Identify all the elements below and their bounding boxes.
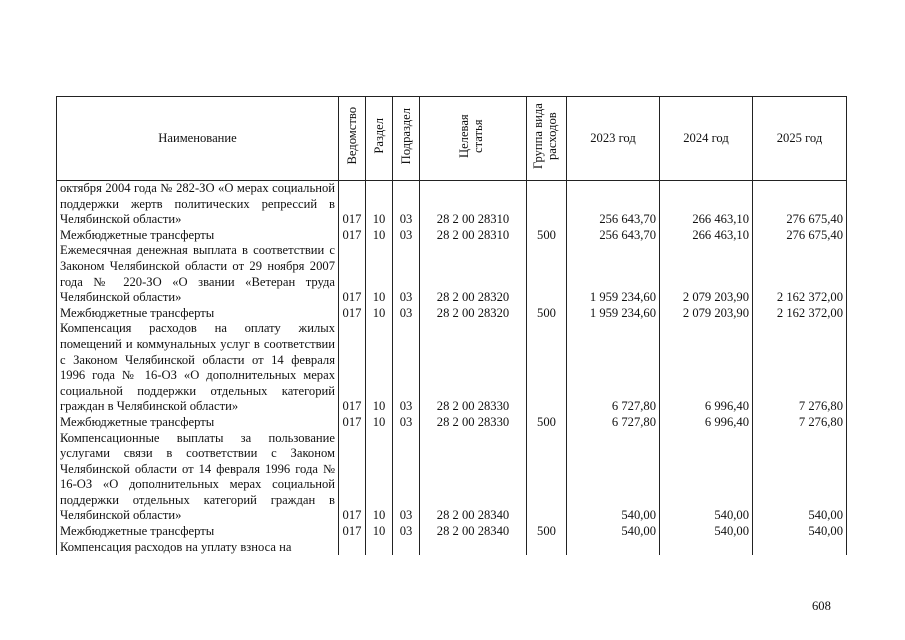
header-2025: 2025 год — [753, 97, 847, 181]
row-expense-group — [527, 321, 567, 415]
row-section: 10 — [366, 306, 393, 322]
row-2025: 2 162 372,00 — [753, 243, 847, 305]
row-section: 10 — [366, 243, 393, 305]
row-expense-group — [527, 431, 567, 525]
table-row — [57, 524, 847, 540]
row-expense-group — [527, 540, 567, 556]
row-2024: 266 463,10 — [660, 181, 753, 228]
row-2025: 276 675,40 — [753, 228, 847, 244]
table-row — [57, 540, 847, 556]
row-target-article: 28 2 00 28340 — [420, 524, 527, 540]
row-expense-group: 500 — [527, 228, 567, 244]
row-department: 017 — [339, 415, 366, 431]
row-2023: 1 959 234,60 — [567, 306, 660, 322]
row-target-article: 28 2 00 28340 — [420, 431, 527, 525]
row-expense-group — [527, 243, 567, 305]
row-department: 017 — [339, 306, 366, 322]
header-name: Наименование — [57, 97, 339, 181]
table-header-row — [57, 97, 847, 181]
row-section: 10 — [366, 431, 393, 525]
row-name: Компенсация расходов на уплату взноса на — [57, 540, 339, 556]
table-row — [57, 181, 847, 228]
row-2024: 6 996,40 — [660, 321, 753, 415]
row-section: 10 — [366, 415, 393, 431]
row-2025 — [753, 540, 847, 556]
row-2024: 540,00 — [660, 524, 753, 540]
table-body — [57, 181, 847, 556]
row-subsection: 03 — [393, 306, 420, 322]
row-section: 10 — [366, 181, 393, 228]
table-row — [57, 243, 847, 305]
row-2024 — [660, 540, 753, 556]
row-subsection: 03 — [393, 243, 420, 305]
table-row — [57, 321, 847, 415]
row-2023: 1 959 234,60 — [567, 243, 660, 305]
row-subsection: 03 — [393, 181, 420, 228]
row-target-article: 28 2 00 28310 — [420, 228, 527, 244]
row-subsection: 03 — [393, 431, 420, 525]
row-section — [366, 540, 393, 556]
row-target-article — [420, 540, 527, 556]
row-2023: 6 727,80 — [567, 415, 660, 431]
table-row — [57, 431, 847, 525]
row-target-article: 28 2 00 28330 — [420, 321, 527, 415]
row-2024: 2 079 203,90 — [660, 243, 753, 305]
row-expense-group: 500 — [527, 306, 567, 322]
row-2025: 540,00 — [753, 524, 847, 540]
row-department: 017 — [339, 243, 366, 305]
row-2024: 6 996,40 — [660, 415, 753, 431]
header-2023: 2023 год — [567, 97, 660, 181]
table-row — [57, 228, 847, 244]
row-section: 10 — [366, 524, 393, 540]
row-2024: 2 079 203,90 — [660, 306, 753, 322]
row-department — [339, 540, 366, 556]
row-2024: 266 463,10 — [660, 228, 753, 244]
row-subsection: 03 — [393, 228, 420, 244]
header-subsection: Подраздел — [393, 97, 420, 181]
row-section: 10 — [366, 228, 393, 244]
row-2025: 276 675,40 — [753, 181, 847, 228]
row-department: 017 — [339, 431, 366, 525]
row-2023 — [567, 540, 660, 556]
row-target-article: 28 2 00 28320 — [420, 306, 527, 322]
row-name: Межбюджетные трансферты — [57, 524, 339, 540]
budget-table — [56, 96, 847, 555]
row-name: октября 2004 года № 282-ЗО «О мерах социальной поддержки жертв политических репрессий в Челябинской области» — [57, 181, 339, 228]
row-2025: 2 162 372,00 — [753, 306, 847, 322]
row-expense-group — [527, 181, 567, 228]
row-department: 017 — [339, 321, 366, 415]
row-name: Ежемесячная денежная выплата в соответствии с Законом Челябинской области от 29 ноября 2007 года № 220-ЗО «О звании «Ветеран труда Челябинской области» — [57, 243, 339, 305]
row-name: Межбюджетные трансферты — [57, 415, 339, 431]
header-target-article: Целевая статья — [420, 97, 527, 181]
row-2023: 256 643,70 — [567, 181, 660, 228]
row-2024: 540,00 — [660, 431, 753, 525]
row-2025: 540,00 — [753, 431, 847, 525]
table-row — [57, 415, 847, 431]
row-2023: 6 727,80 — [567, 321, 660, 415]
row-expense-group: 500 — [527, 524, 567, 540]
row-target-article: 28 2 00 28320 — [420, 243, 527, 305]
row-section: 10 — [366, 321, 393, 415]
row-subsection: 03 — [393, 524, 420, 540]
row-name: Межбюджетные трансферты — [57, 306, 339, 322]
row-2025: 7 276,80 — [753, 415, 847, 431]
row-department: 017 — [339, 181, 366, 228]
row-name: Компенсация расходов на оплату жилых помещений и коммунальных услуг в соответствии с Законом Челябинской области от 14 февраля 1996 года № 16-ОЗ «О дополнительных мерах социальной поддержки отдельных категорий граждан в Челябинской области» — [57, 321, 339, 415]
row-name: Компенсационные выплаты за пользование услугами связи в соответствии с Законом Челябинской области от 14 февраля 1996 года № 16-ОЗ «О дополнительных мерах социальной поддержки отдельных категорий граждан в Челябинской области» — [57, 431, 339, 525]
header-department: Ведомство — [339, 97, 366, 181]
row-subsection — [393, 540, 420, 556]
row-2023: 540,00 — [567, 431, 660, 525]
row-2023: 540,00 — [567, 524, 660, 540]
row-expense-group: 500 — [527, 415, 567, 431]
page-number: 608 — [812, 599, 831, 613]
header-section: Раздел — [366, 97, 393, 181]
row-department: 017 — [339, 524, 366, 540]
header-expense-group: Группа вида расходов — [527, 97, 567, 181]
header-2024: 2024 год — [660, 97, 753, 181]
row-name: Межбюджетные трансферты — [57, 228, 339, 244]
row-target-article: 28 2 00 28330 — [420, 415, 527, 431]
row-2025: 7 276,80 — [753, 321, 847, 415]
row-target-article: 28 2 00 28310 — [420, 181, 527, 228]
row-subsection: 03 — [393, 321, 420, 415]
row-2023: 256 643,70 — [567, 228, 660, 244]
table-row — [57, 306, 847, 322]
row-department: 017 — [339, 228, 366, 244]
row-subsection: 03 — [393, 415, 420, 431]
